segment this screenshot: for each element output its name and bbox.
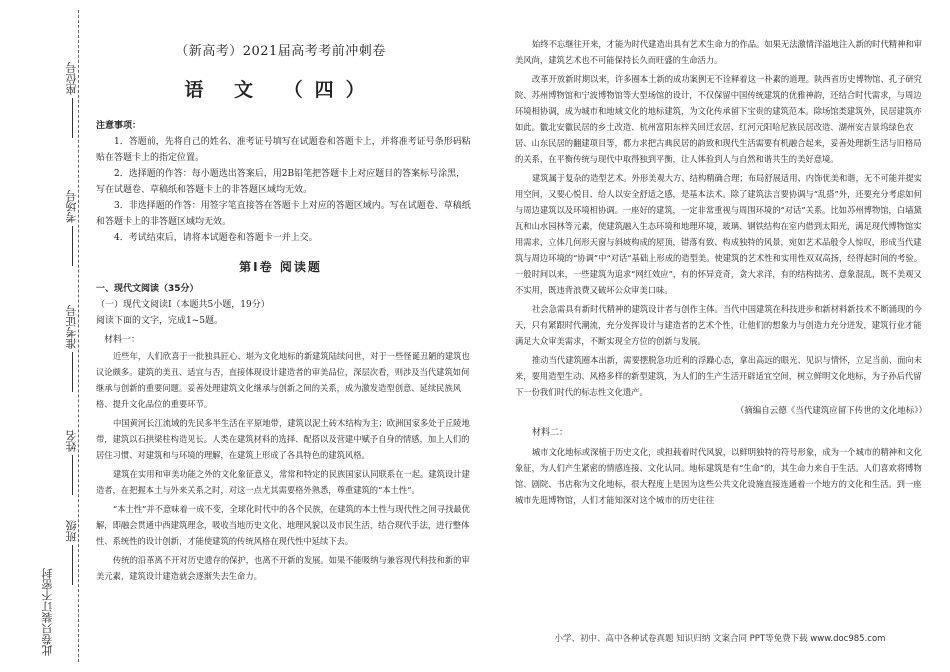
left-column [88,0,473,660]
paragraph: 建筑属于复杂的造型艺术。外形美观大方、结构精确合理；布局舒展适用、内饰优美和谐，无不可能并提实用空间，又要心悦目、给人以安全舒适之感，是基本法术。除了建筑法言要协调与“乱搭”外，还要充分考虑如何与周边建筑以及环境相协调。一座好的建筑，一定非常重视与周围环境的“对话”关系。比如苏州博物馆，白墙黛瓦和山水园林等元素，使建筑融入生态环境和地理环境，玻璃、钢铁结构在室内借到太阳光，满足现代博物馆实用需求，立体几何形天窗与斜坡构成的屋顶，错落有致、构成独特的风景，宛如艺术品般令人惊叹，形成当代建筑与周边环境的“协调”中“对话”基础上形成的造型美。使建筑的艺术性和实用性双双高扬，经得起时间的考验。一般时间以来，一些建筑为追求“网红效应”，有的怀异竞奇，贪大求洋，有的结构拙劣、意象混乱，既不美观又不实用，既违背浪费又破坏公众审美口味。 [515,173,922,295]
name-blank [72,455,73,495]
seal-notice: 此卷只装订不密封 [41,568,54,656]
notice-item: 3．非选择题的作答：用签字笔直接答在答题卡上对应的答题区域内。写在试题卷、草稿纸和答题卡上的非答题区域均无效。 [96,201,471,227]
seat-number-field [64,62,80,138]
admission-ticket-field [64,305,80,392]
paragraph: 建筑在实用和审美功能之外的文化象征意义，常常和特定的民族国家认同联系在一起。建筑设计建造者，在把握本土与外来关系之时，对这一点尤其需要格外熟悉，尊重建筑的“本土性”。 [96,469,470,495]
material-one-label: 材料一： [104,335,141,345]
class-label: 班级 [65,520,78,542]
admission-ticket-blank [72,352,73,392]
seat-number-blank [72,98,73,138]
name-field [64,430,80,495]
right-column [515,0,927,660]
exam-notice [96,118,473,246]
material-two-label: 材料二： [532,428,569,438]
seat-number-label: 座位号 [65,62,78,95]
reading-instruction: 阅读下面的文字，完成1~5题。 [96,316,223,326]
paragraph: 改革开放新时期以来，许多圈本土新的成功案例无不诠释着这一朴素的道理。陕西省历史博物馆、孔子研究院、苏州博物馆和宁波博物馆等大型场馆的设计，不仅保留中国传统建筑的优雅神韵，还结合时代需求，与周边环境相协调，成为城市和地域文化的地标建筑，为文化传承留下宝贵的建筑范本。除场馆类建筑外，民居建筑亦如此。徽北安徽民居的乡土改造、杭州富阳东梓关回迁农居、红河元阳哈尼族民居改造、湖州安吉景坞绿色农居、山东民居的翻建项目等，都力求把古典民居的韵致和现代生活需要有机融合起来，妥善处理新生活与旧格局的关系，在平衡传统与现代中取得独到平衡，让人体验到人与自然和谐共生的美好意境。 [515,74,922,164]
paragraph: 城市文化地标或深植于历史文化，或担载着时代风貌，以鲜明独特的符号形象，成为一个城市的精神和文化象征，为人们产生紧密的情感连接、文化认同。地标建筑是有“生命”的，其生命力来自于生活。人们喜欢将博物馆、剧院、书店称为文化地标，很大程度上是因为这些公共文化设施直接连通着一个地方的文化和生活。到一座城市先逛博物馆，人们才能知深对这个城市的历史往往 [515,447,922,505]
notice-item: 2．选择题的作答：每小题选出答案后，用2B铅笔把答题卡上对应题目的答案标号涂黑，写在试题卷、草稿纸和答题卡上的非答题区域均无效。 [96,169,466,195]
footer-ad-text: 小学、初中、高中各种试卷真题 知识归纳 文案合同 PPT等免费下载 www.doc985.com [554,634,886,644]
paragraph: 始终不忘继往开来，才能为时代建造出具有艺术生命力的作品。如果无法激情洋溢地注入新的时代精神和审美风尚，建筑艺术也不可能保持长久而旺盛的生命活力。 [515,39,922,65]
notice-item: 4．考试结束后，请将本试题卷和答题卡一并上交。 [114,233,318,243]
left-body-text [96,348,473,587]
subsection-heading: （一）现代文阅读Ⅰ（本题共5小题，19分） [96,300,270,310]
right-body-text [515,36,927,511]
exam-room-field [64,190,80,266]
exam-room-label: 考场号 [65,190,78,223]
exam-series-title: （新高考）2021届高考考前冲刺卷 [175,44,386,59]
notice-item: 1．答题前，先将自己的姓名、准考证号填写在试题卷和答题卡上，并将准考证号条形码粘贴在答题卡上的指定位置。 [96,137,471,163]
paragraph: 近些年，人们欣喜于一批独具匠心、堪为文化地标的新建筑陆续问世，对于一些怪诞丑陋的建筑也议论颇多。建筑的美丑、适宜与否，直接体现设计建造者的审美品位，深层次看，则涉及当代建筑如何继承与创新的重要问题。妥善处理建筑文化继承与创新之间的关系，成为激发造型创意、延续民族风格、提升文化品位的重要环节。 [96,351,470,409]
class-blank [72,545,73,585]
class-field [64,520,80,585]
paragraph: “本土性”并不意味着一成不变，全球化时代中的各个民族，在建筑的本土性与现代性之间寻找最优解，即融会贯通中西建筑理念，吸收当地历史文化、地理风貌以及市民生活，结合现代手法，进行整体性、系统性的设计创新，才能使建筑的传统风格在现代性中延续下去。 [96,504,470,546]
binding-margin [0,0,90,672]
section-heading: 一、现代文阅读（35分） [96,284,199,294]
paragraph: 推动当代建筑圈本出新，需要摆脱急功近利的浮躁心态，拿出高远的眼光、见识与情怀，立足当前、面向未来，要用造型生动、风格多样的新型建筑，为人们的生产生活开辟适宜空间，树立鲜明文化地标，为子孙后代留下一份我们时代的标志性文化遗产。 [515,355,922,397]
source-citation: （摘编自云德《当代建筑应留下传世的文化地标》） [735,406,927,416]
name-label: 姓名 [65,430,78,452]
exam-room-blank [72,226,73,266]
notice-heading: 注意事项： [96,121,142,131]
part-title: 第Ⅰ卷 阅读题 [239,260,322,274]
subject-title: 语 文 （四） [184,79,377,101]
admission-ticket-label: 准考证号 [65,305,78,349]
paragraph: 社会急需具有新时代精神的建筑设计者与创作主体。当代中国建筑在科技进步和新材料新技术不断涌现的今天，只有紧跟时代潮流，充分发挥设计与建造者的艺术个性，让他们的想象力与创造力充分迸发，建筑行业才能满足大众审美需求，不断实现全方位的创新与发展。 [515,304,922,346]
paragraph: 传统的沿革离不开对历史遗存的保护，也离不开新的发展。如果不能吸纳与兼容现代科技和新的审美元素，建筑设计建造就会逐渐失去生命力。 [96,555,470,581]
paragraph: 中国黄河长江流域的先民多半生活在平原地带，建筑以泥土砖木结构为主；欧洲国家多处于丘陵地带，建筑以石拱梁柱构造见长。人类在建筑材料的选择、配搭以及营建中赋予自身的情感，加上人们的居住习惯、对建筑和与环境的理解，在建筑上形成了各具特色的建筑风格。 [96,418,470,460]
